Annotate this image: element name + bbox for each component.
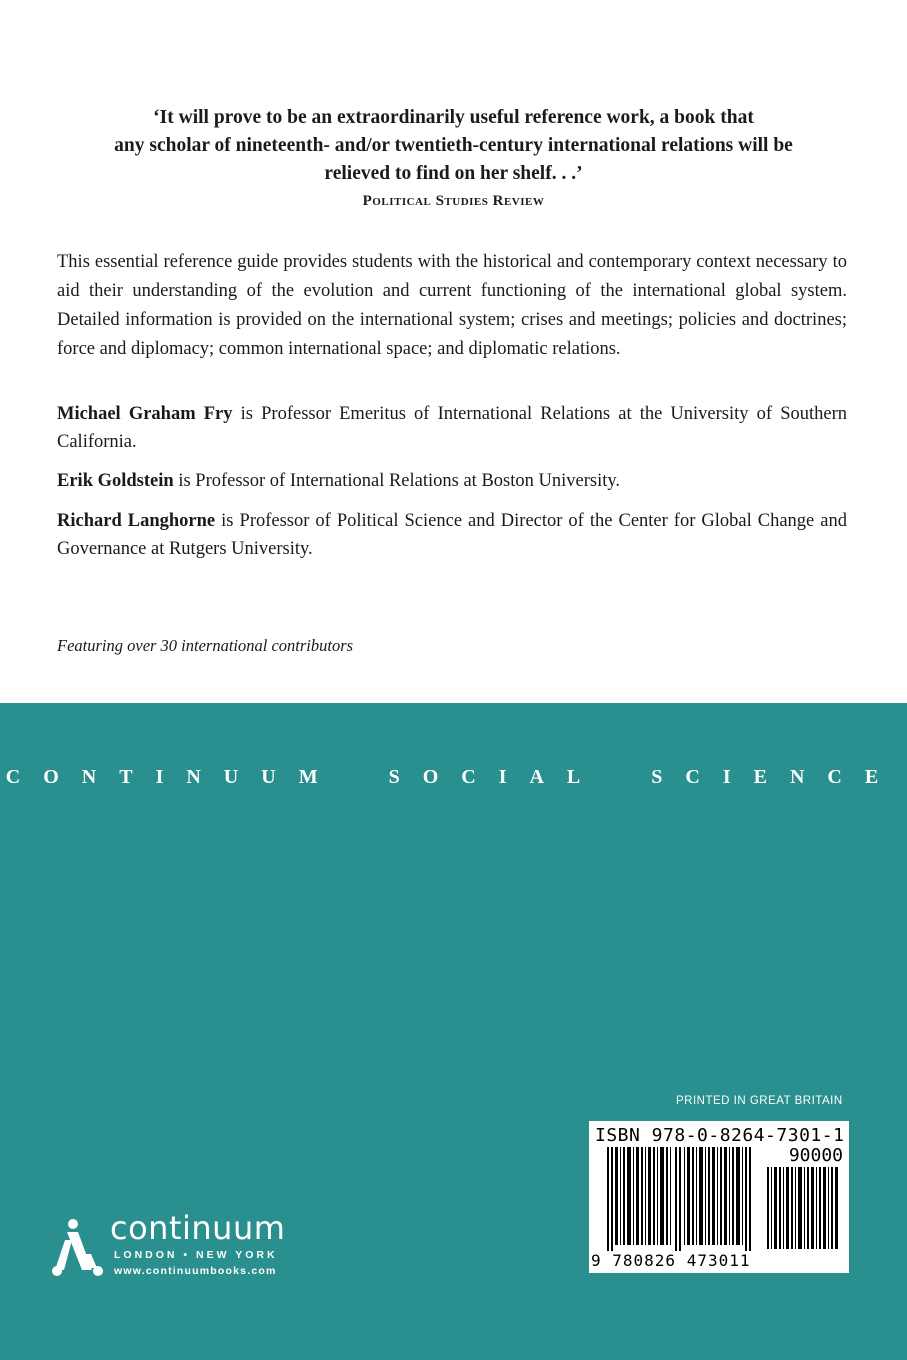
barcode-bars-icon	[607, 1147, 757, 1251]
publisher-url: www.continuumbooks.com	[114, 1265, 277, 1277]
author-name: Michael Graham Fry	[57, 404, 233, 424]
author-bio-fry	[57, 400, 847, 456]
series-word-1: CONTINUUM	[5, 766, 341, 788]
isbn-text: ISBN 978-0-8264-7301-1	[595, 1125, 845, 1146]
author-bio-goldstein	[57, 467, 847, 495]
quote-line-1: ‘It will prove to be an extraordinarily useful reference work, a book that	[153, 107, 754, 128]
author-name: Erik Goldstein	[57, 471, 174, 491]
author-bio-langhorne	[57, 507, 847, 563]
review-quote	[0, 104, 907, 188]
publisher-cities: LONDON • NEW YORK	[114, 1249, 278, 1261]
series-word-2: SOCIAL	[388, 766, 604, 788]
price-code: 90000	[788, 1145, 843, 1166]
book-description: This essential reference guide provides students with the historical and contemporary context necessary to aid their understanding of the evolution and current functioning of the international global system. Detailed information is provided on the international system; crises and meetings; policies and doctrines; force and diplomacy; common international space; and diplomatic relations.	[57, 252, 847, 359]
barcode-number: 9 780826 473011	[591, 1251, 751, 1270]
contributors-note: Featuring over 30 international contributors	[57, 636, 354, 655]
series-word-3: SCIENCE	[651, 766, 902, 788]
printed-in-label: PRINTED IN GREAT BRITAIN	[676, 1095, 843, 1107]
continuum-logo-icon	[51, 1218, 107, 1276]
quote-source: Political Studies Review	[362, 193, 545, 209]
series-title	[0, 766, 907, 789]
isbn-barcode	[589, 1121, 849, 1273]
author-description: is Professor of Political Science and Director of the Center for Global Change and Governance at Rutgers University.	[57, 511, 847, 559]
author-name: Richard Langhorne	[57, 511, 216, 531]
publisher-name: continuum	[110, 1209, 286, 1247]
quote-line-2: any scholar of nineteenth- and/or twentieth-century international relations will be	[114, 135, 793, 156]
quote-line-3: relieved to find on her shelf. . .’	[324, 163, 583, 184]
addon-bars-icon	[767, 1167, 839, 1249]
author-description: is Professor Emeritus of International Relations at the University of Southern California.	[57, 404, 848, 452]
teal-panel	[0, 703, 907, 1360]
author-description: is Professor of International Relations at Boston University.	[173, 471, 621, 491]
